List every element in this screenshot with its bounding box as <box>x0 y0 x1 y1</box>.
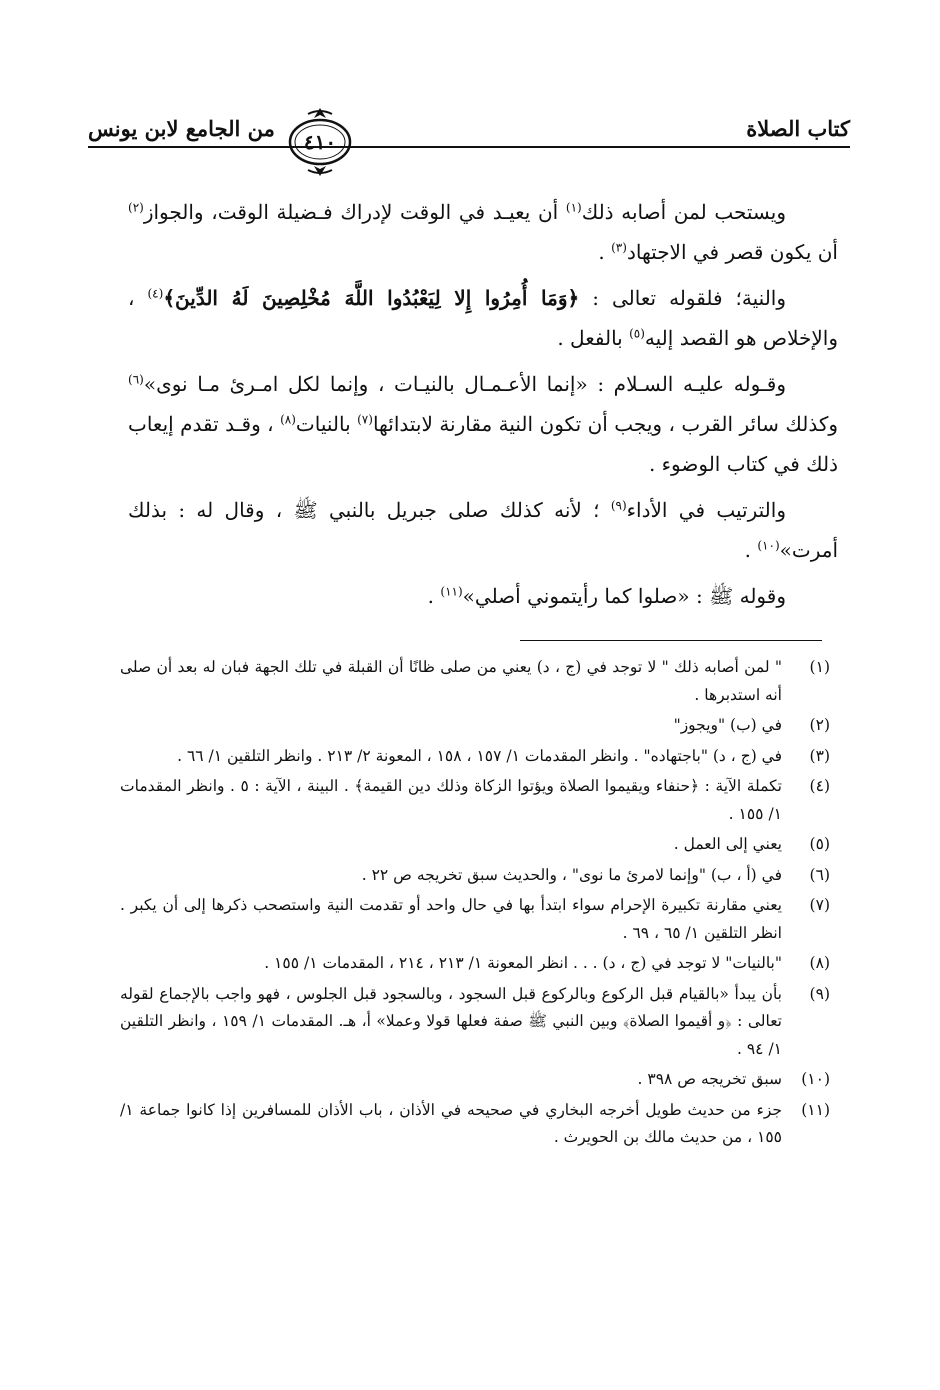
text-run: والترتيب في الأداء <box>626 498 786 522</box>
footnote-marker: (٦) <box>128 372 144 387</box>
footnote-text: جزء من حديث طويل أخرجه البخاري في صحيحه في الأذان ، باب الأذان للمسافرين إذا كانوا جماعة ١/ ١٥٥ ، من حديث مالك بن الحويرث . <box>120 1100 782 1146</box>
header-rule <box>88 146 850 148</box>
footnote-number: (١١) <box>801 1100 830 1119</box>
footnote-marker: (٥) <box>629 326 645 341</box>
text-run: والنية؛ فلقوله تعالى : <box>579 286 787 310</box>
footnote-text: في (ب) "ويجوز" <box>673 716 782 734</box>
footnote-marker: (١٠) <box>757 538 780 553</box>
footnote-text: تكملة الآية : ﴿حنفاء ويقيموا الصلاة ويؤتوا الزكاة وذلك دين القيمة﴾ . البينة ، الآية : ٥ . وانظر المقدمات ١/ ١٥٥ . <box>120 777 782 823</box>
footnote-text: يعني مقارنة تكبيرة الإحرام سواء ابتدأ بها في حال واحد أو تقدمت النية واستصحب ذكرها إلى أن يكبر . انظر التلقين ١/ ٦٥ ، ٦٩ . <box>120 896 782 942</box>
footnote-number: (٨) <box>809 954 830 972</box>
footnote <box>120 773 830 828</box>
footnote <box>120 950 830 978</box>
footnote <box>120 1066 830 1094</box>
footnotes <box>120 654 830 1155</box>
text-run: وقوله ﷺ : «صلوا كما رأيتموني أصلي» <box>462 584 786 608</box>
main-text <box>128 192 838 622</box>
footnote <box>120 712 830 740</box>
body-paragraph <box>128 192 838 272</box>
footnote-number: (٧) <box>809 896 830 914</box>
footnote-number: (١) <box>809 658 830 676</box>
footnote-marker: (٤) <box>147 286 164 301</box>
text-run: ويستحب لمن أصابه ذلك <box>581 200 786 224</box>
page-number: ٤١٠ <box>303 130 337 154</box>
text-run: أن يكون قصر في الاجتهاد <box>626 240 838 264</box>
footnote <box>120 654 830 709</box>
footnote <box>120 743 830 771</box>
footnote-marker: (٧) <box>357 412 373 427</box>
footnote-text: بأن يبدأ «بالقيام قبل الركوع وبالركوع قبل السجود ، وبالسجود قبل الجلوس ، فهو واجب بالإجماع لقوله تعالى : ﴿و أقيموا الصلاة﴾ وبين النبي ﷺ صفة فعلها قولا وعملا» أ، هـ. المقدمات ١/ ١٥٩ ، وانظر التلقين ١/ ٩٤ . <box>120 984 782 1058</box>
footnote-marker: (٣) <box>611 240 627 255</box>
chapter-title: كتاب الصلاة <box>746 116 850 141</box>
footnote-marker: (٩) <box>610 498 627 513</box>
text-run: ، والإخلاص هو القصد إليه <box>128 286 838 350</box>
footnote-text: في (أ ، ب) "وإنما لامرئ ما نوى" ، والحديث سبق تخريجه ص ٢٢ . <box>361 865 782 884</box>
footnote <box>120 892 830 947</box>
text-run: بالفعل . <box>557 326 630 350</box>
footnote-separator <box>520 640 822 641</box>
text-run: . <box>427 584 441 608</box>
quran-quote: ﴿وَمَا أُمِرُوا إِلا لِيَعْبُدُوا اللَّهَ مُخْلِصِينَ لَهُ الدِّينَ﴾ <box>163 286 580 310</box>
text-run: ؛ لأنه كذلك صلى جبريل بالنبي ﷺ ، وقال له : بذلك أمرت» <box>128 498 838 562</box>
book-title: من الجامع لابن يونس <box>88 116 275 141</box>
text-run: وكذلك سائر القرب ، ويجب أن تكون النية مقارنة لابتدائها <box>372 412 839 436</box>
footnote <box>120 981 830 1064</box>
text-run: . <box>744 538 758 562</box>
footnote-text: " لمن أصابه ذلك " لا توجد في (ج ، د) يعني من صلى ظانًا أن القبلة في تلك الجهة فبان له بعد أن صلى أنه استدبرها . <box>120 658 782 704</box>
text-run: أن يعيـد في الوقت لإدراك فـضيلة الوقت، والجواز <box>143 200 566 224</box>
footnote-text: سبق تخريجه ص ٣٩٨ . <box>637 1070 782 1088</box>
footnote-number: (٥) <box>809 835 830 853</box>
footnote-number: (٩) <box>809 984 830 1003</box>
footnote-number: (٢) <box>809 716 830 734</box>
body-paragraph <box>128 576 838 616</box>
footnote <box>120 831 830 859</box>
footnote-number: (٦) <box>809 865 830 884</box>
text-run: بالنيات <box>295 412 358 436</box>
footnote-marker: (١) <box>565 200 582 215</box>
footnote-text: يعني إلى العمل . <box>673 835 782 853</box>
footnote <box>120 862 830 890</box>
body-paragraph <box>128 364 838 484</box>
footnote-marker: (٨) <box>280 412 296 427</box>
footnote-number: (٤) <box>809 777 830 795</box>
footnote-marker: (١١) <box>440 584 463 599</box>
running-header <box>88 108 850 154</box>
body-paragraph <box>128 278 838 358</box>
footnote-text: في (ج ، د) "باجتهاده" . وانظر المقدمات ١/ ١٥٧ ، ١٥٨ ، المعونة ٢/ ٢١٣ . وانظر التلقين ١/ ٦٦ . <box>177 746 782 765</box>
footnote-text: "بالنيات" لا توجد في (ج ، د) . . . انظر المعونة ١/ ٢١٣ ، ٢١٤ ، المقدمات ١/ ١٥٥ . <box>264 954 782 972</box>
footnote-number: (١٠) <box>801 1070 830 1088</box>
text-run: . <box>598 240 612 264</box>
body-paragraph <box>128 490 838 570</box>
footnote-marker: (٢) <box>128 200 144 215</box>
page-number-ornament <box>280 102 360 182</box>
footnote-number: (٣) <box>809 746 830 765</box>
footnote <box>120 1097 830 1152</box>
text-run: وقـوله عليـه السـلام : «إنما الأعـمـال بالنيـات ، وإنما لكل امـرئ مـا نوى» <box>143 372 786 396</box>
text-run: ، وقـد تقدم إيعاب ذلك في كتاب الوضوء . <box>128 412 838 476</box>
